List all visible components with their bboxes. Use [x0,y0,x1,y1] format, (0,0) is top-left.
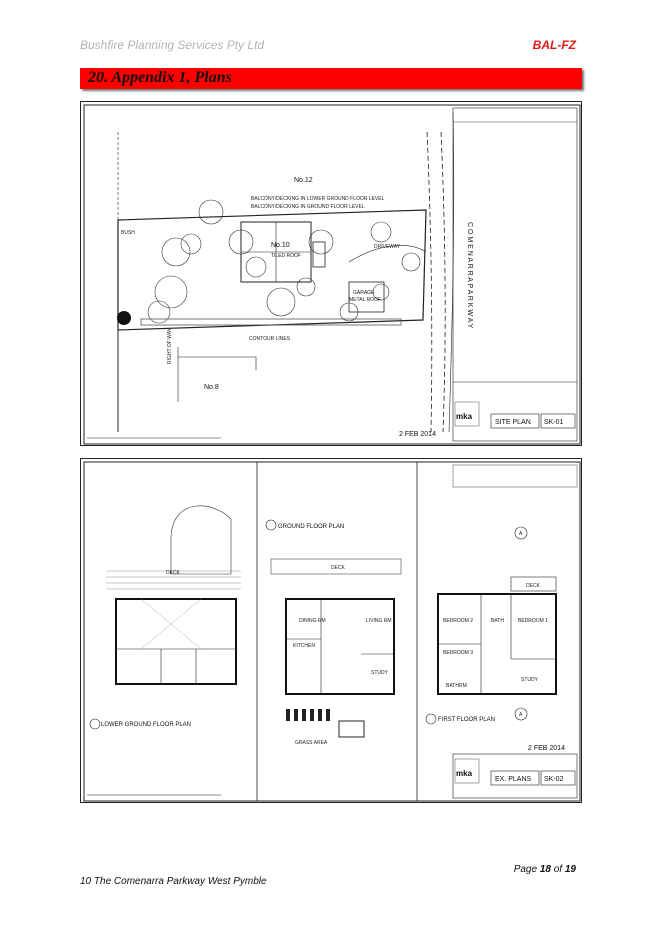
bush-label: BUSH [121,230,135,236]
ground-deck-label: DECK [331,565,345,571]
lot-south-label: No.8 [204,384,219,391]
plans-sheet-title: EX. PLANS [495,776,532,783]
header-company: Bushfire Planning Services Pty Ltd [80,38,265,52]
section-marker-top: A [519,531,523,537]
page-total: 19 [564,864,576,875]
lower-deck-label: DECK [166,570,180,576]
grass-area-label: GRASS AREA [295,740,328,746]
page-number [514,864,576,875]
balcony-note-2: BALCONY/DECKING IN GROUND FLOOR LEVEL [251,204,365,210]
right-of-way-label: RIGHT OF WAY [167,327,173,364]
floor-plans-drawing [81,459,583,804]
section-heading-bar [80,68,582,89]
balcony-note-1: BALCONY/DECKING IN LOWER GROUND FLOOR LEVEL [251,196,385,202]
lot-north-label: No.12 [294,177,313,184]
street-label: C O M E N A R R A P A R K W A Y [466,222,473,329]
first-deck-label: DECK [526,583,540,589]
dining-label: DINING RM [299,618,326,624]
driveway-label: DRIVEWAY [374,244,401,250]
house-label: No.10 [271,242,290,249]
site-plan-drawing [81,102,583,447]
study-label: STUDY [371,670,388,676]
garage-roof-label: METAL ROOF [349,297,381,303]
plans-date: 2 FEB 2014 [528,745,565,752]
page-of: of [550,864,565,875]
living-label: LIVING RM [366,618,392,624]
bedroom-1-label: BEDROOM 1 [518,618,549,624]
lower-ground-title: LOWER GROUND FLOOR PLAN [101,722,192,728]
bathrm-label: BATHRM [446,683,467,689]
footer-address: 10 The Comenarra Parkway West Pymble [80,876,267,887]
header-report-code: BAL-FZ [532,38,576,52]
ground-floor-title: GROUND FLOOR PLAN [278,524,345,530]
garage-label: GARAGE [353,290,375,296]
site-plan-sheet-title: SITE PLAN [495,419,531,426]
floor-plans-sheet [80,458,582,803]
site-plan-sheet [80,101,582,446]
bedroom-2-label: BEDROOM 2 [443,618,474,624]
section-title: 20. Appendix 1, Plans [88,69,232,86]
plans-logo: mka [456,769,473,778]
bath-label: BATH [491,618,504,624]
kitchen-label: KITCHEN [293,643,315,649]
roof-label: TILED ROOF [271,253,302,259]
first-floor-title: FIRST FLOOR PLAN [438,717,495,723]
upper-study-label: STUDY [521,677,538,683]
bedroom-3-label: BEDROOM 3 [443,650,474,656]
plans-sheet-number: SK-02 [544,776,564,783]
page-current: 18 [539,864,551,875]
site-plan-date: 2 FEB 2014 [399,431,436,438]
section-marker-bottom: A [519,712,523,718]
contour-label: CONTOUR LINES [249,336,291,342]
site-plan-sheet-number: SK-01 [544,419,564,426]
site-plan-logo: mka [456,412,473,421]
page-prefix: Page [513,864,540,875]
